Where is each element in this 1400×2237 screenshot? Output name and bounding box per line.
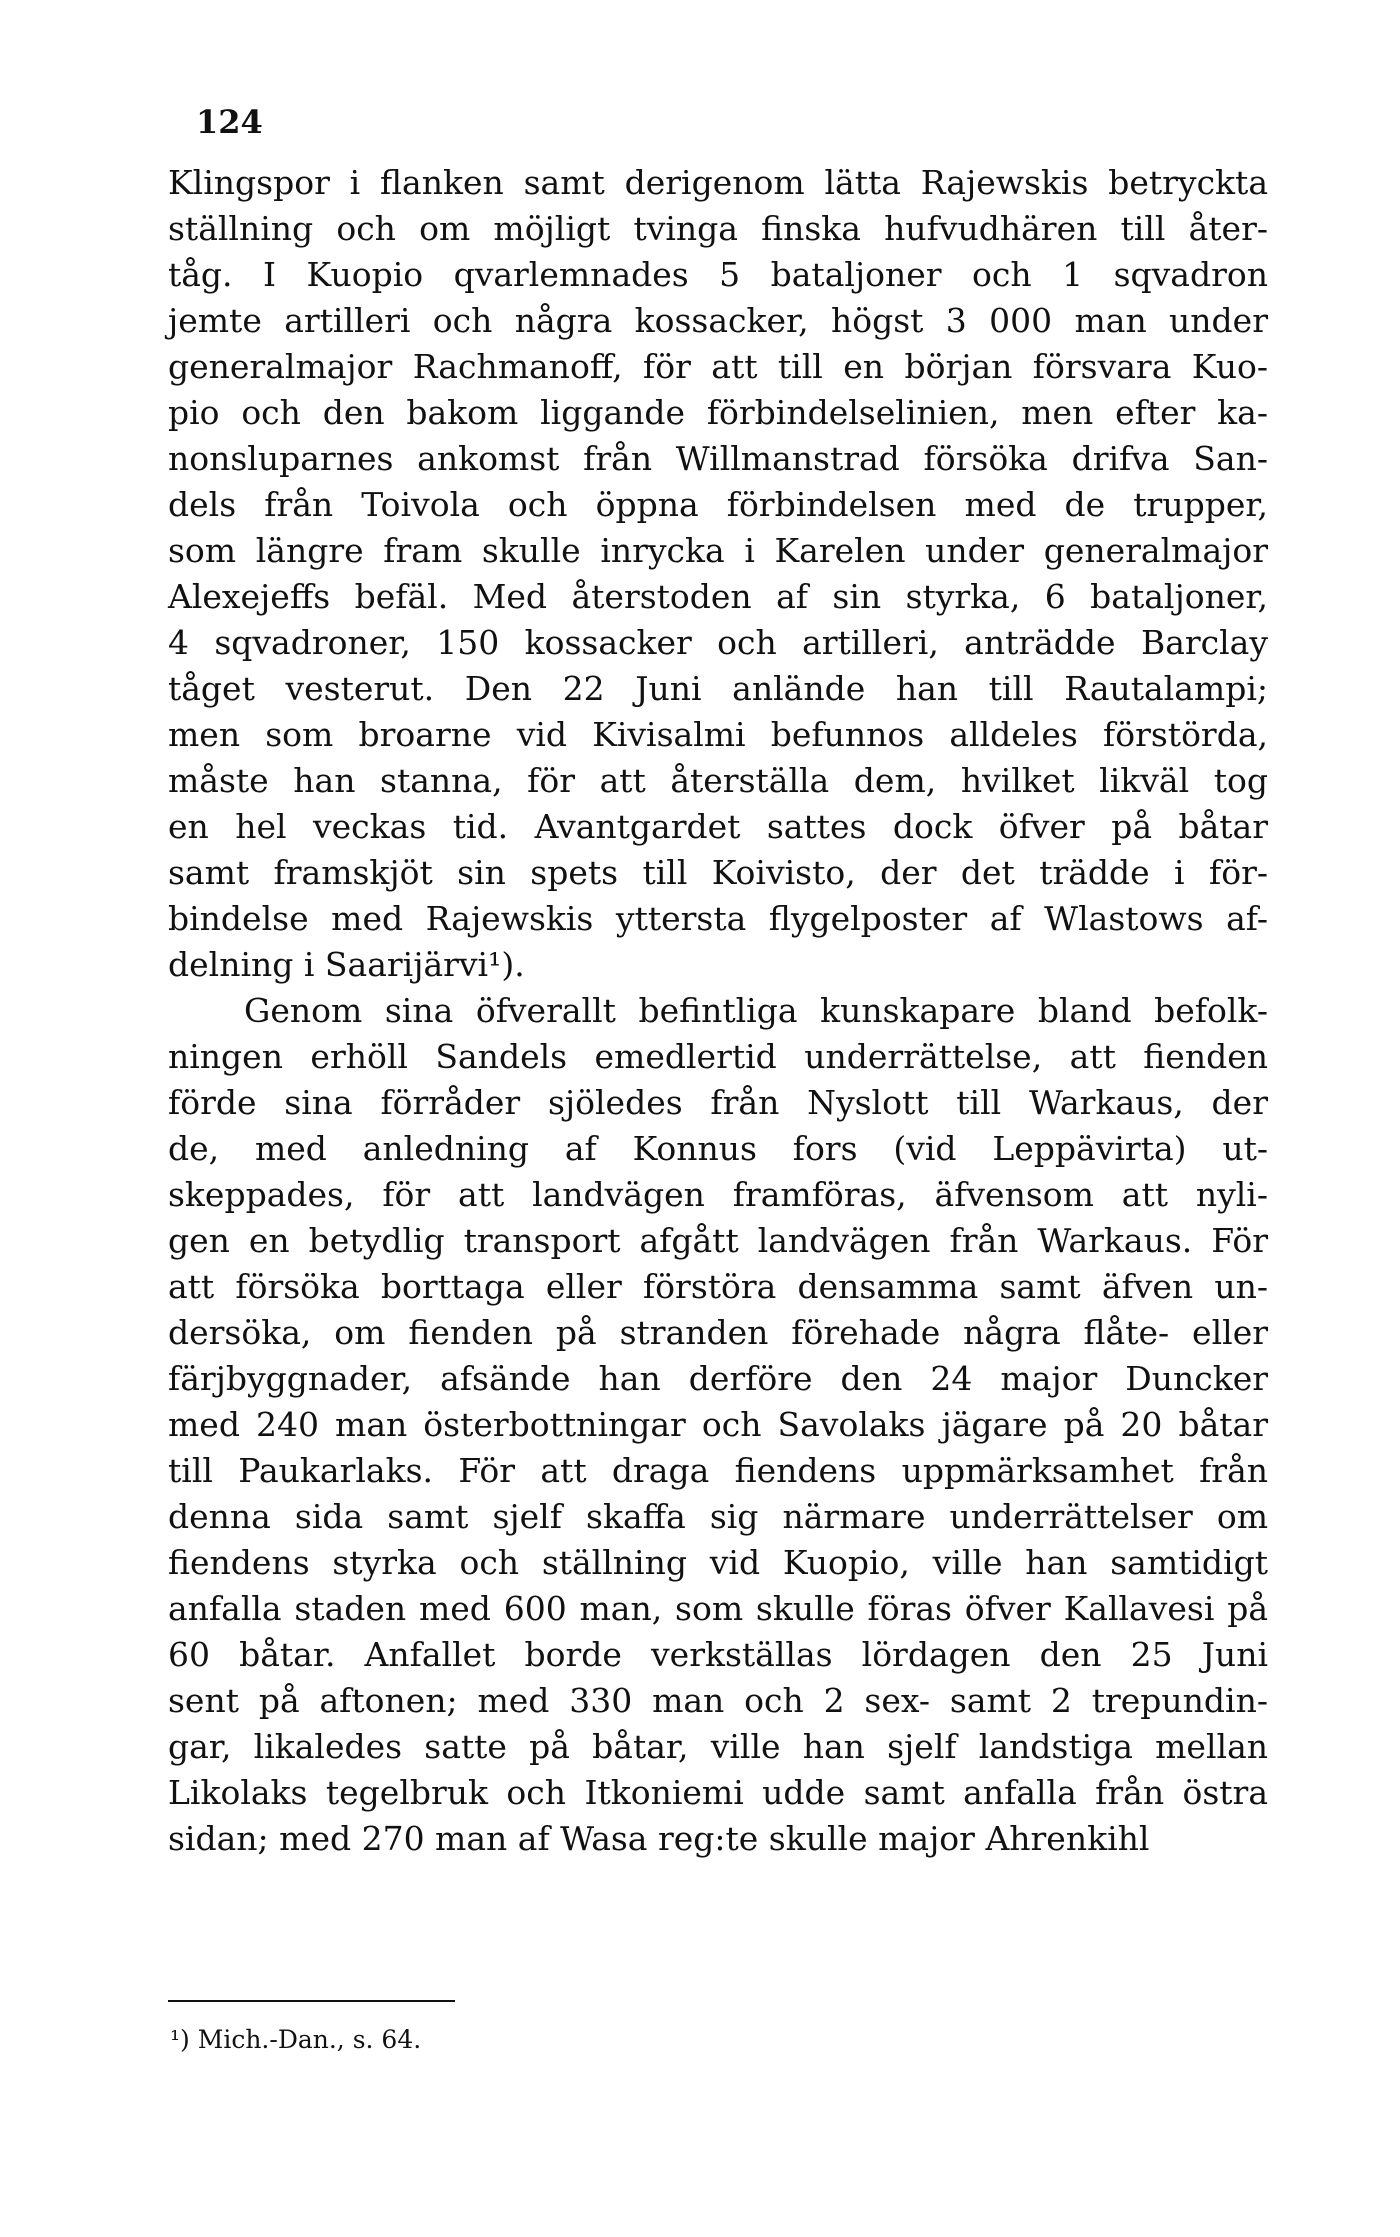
text-line: Alexejeffs befäl. Med återstoden af sin styrka, 6 bataljoner, [168,577,1268,616]
text-line: generalmajor Rachmanoff, för att till en början försvara Kuo- [168,347,1268,386]
text-line: med 240 man österbottningar och Savolaks jägare på 20 båtar [168,1405,1268,1444]
text-line: till Paukarlaks. För att draga fiendens uppmärksamhet från [168,1451,1268,1490]
text-line: 60 båtar. Anfallet borde verkställas lördagen den 25 Juni [168,1635,1268,1674]
text-line: samt framskjöt sin spets till Koivisto, der det trädde i för- [168,853,1268,892]
text-line: men som broarne vid Kivisalmi befunnos alldeles förstörda, [168,715,1268,754]
text-line: färjbyggnader, afsände han derföre den 24 major Duncker [168,1359,1268,1398]
text-line: denna sida samt sjelf skaffa sig närmare underrättelser om [168,1497,1268,1536]
text-line: förde sina förråder sjöledes från Nyslott till Warkaus, der [168,1083,1268,1122]
text-line: gen en betydlig transport afgått landvägen från Warkaus. För [168,1221,1268,1260]
text-line: måste han stanna, för att återställa dem, hvilket likväl tog [168,761,1268,800]
text-line: sent på aftonen; med 330 man och 2 sex- samt 2 trepundin- [168,1681,1268,1720]
text-line: att försöka borttaga eller förstöra densamma samt äfven un- [168,1267,1268,1306]
body-text [168,160,1268,1862]
page-number: 124 [196,103,263,141]
text-line: tåg. I Kuopio qvarlemnades 5 bataljoner och 1 sqvadron [168,255,1268,294]
paragraph [168,160,1268,988]
text-line: skeppades, för att landvägen framföras, äfvensom att nyli- [168,1175,1268,1214]
text-line: de, med anledning af Konnus fors (vid Leppävirta) ut- [168,1129,1268,1168]
text-line: anfalla staden med 600 man, som skulle föras öfver Kallavesi på [168,1589,1268,1628]
text-line: bindelse med Rajewskis yttersta flygelposter af Wlastows af- [168,899,1268,938]
text-line: dersöka, om fienden på stranden förehade några flåte- eller [168,1313,1268,1352]
text-line: fiendens styrka och ställning vid Kuopio, ville han samtidigt [168,1543,1268,1582]
text-line: pio och den bakom liggande förbindelselinien, men efter ka- [168,393,1268,432]
text-line: sidan; med 270 man af Wasa reg:te skulle major Ahrenkihl [168,1819,1150,1858]
text-line: 4 sqvadroner, 150 kossacker och artilleri, anträdde Barclay [168,623,1268,662]
text-line: tåget vesterut. Den 22 Juni anlände han till Rautalampi; [168,669,1268,708]
text-line: gar, likaledes satte på båtar, ville han sjelf landstiga mellan [168,1727,1268,1766]
text-line: jemte artilleri och några kossacker, högst 3 000 man under [168,301,1268,340]
footnote-divider [168,2000,455,2002]
text-line: som längre fram skulle inrycka i Karelen under generalmajor [168,531,1268,570]
text-line: dels från Toivola och öppna förbindelsen med de trupper, [168,485,1268,524]
text-line: nonsluparnes ankomst från Willmanstrad försöka drifva San- [168,439,1268,478]
text-line: Genom sina öfverallt befintliga kunskapare bland befolk- [244,991,1268,1030]
text-line: delning i Saarijärvi¹). [168,945,525,984]
footnote: ¹) Mich.-Dan., s. 64. [170,2025,422,2054]
text-line: Likolaks tegelbruk och Itkoniemi udde samt anfalla från östra [168,1773,1268,1812]
text-line: en hel veckas tid. Avantgardet sattes dock öfver på båtar [168,807,1268,846]
paragraph [168,988,1268,1862]
text-line: ningen erhöll Sandels emedlertid underrättelse, att fienden [168,1037,1268,1076]
text-line: Klingspor i flanken samt derigenom lätta Rajewskis betryckta [168,163,1268,202]
text-line: ställning och om möjligt tvinga finska hufvudhären till åter- [168,209,1268,248]
